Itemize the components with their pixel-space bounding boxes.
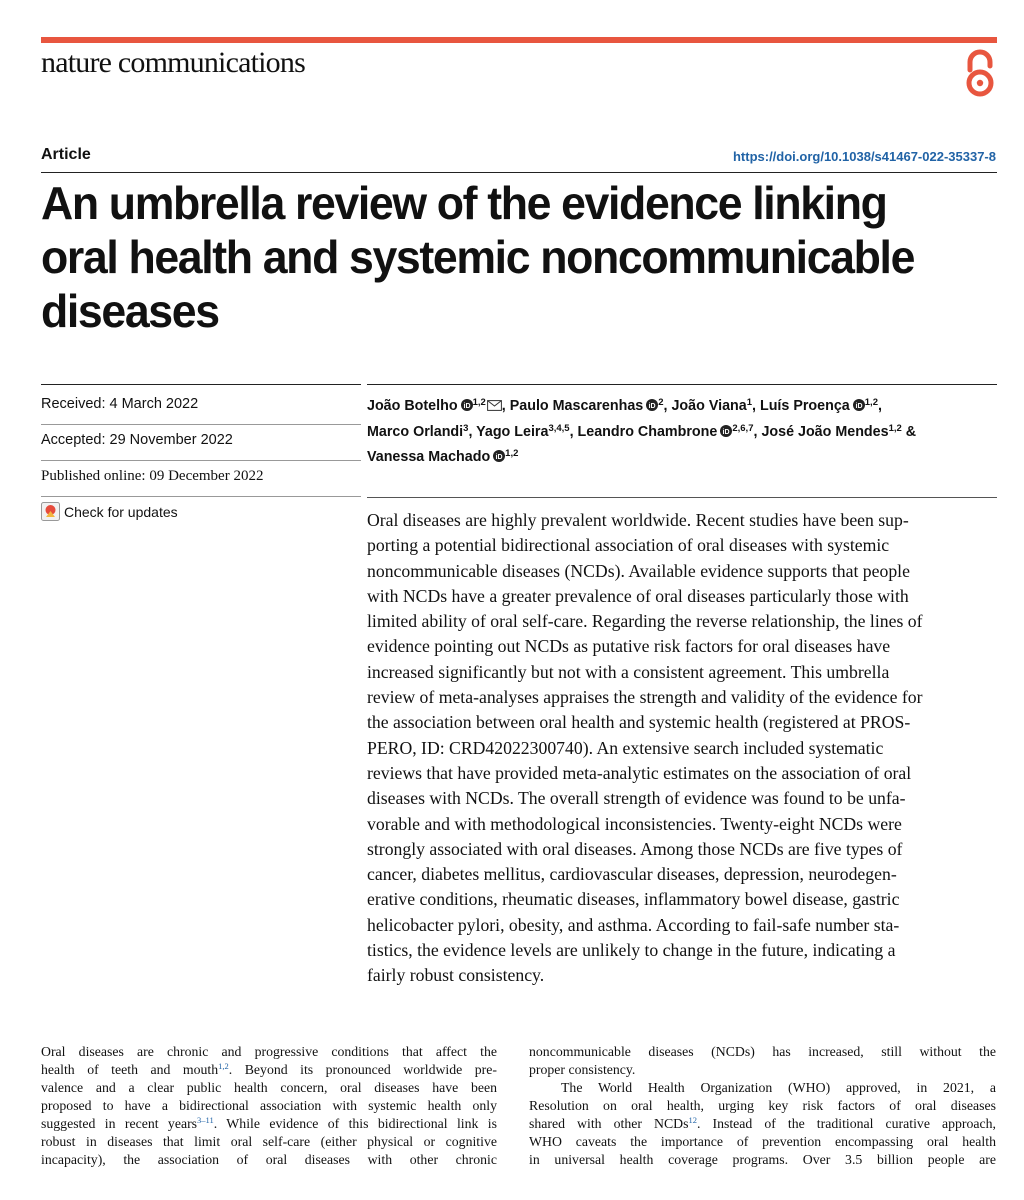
- abstract-line: with NCDs have a greater prevalence of oral diseases particularly those with: [367, 585, 909, 606]
- check-for-updates-label: Check for updates: [64, 503, 178, 520]
- article-type-label: Article: [41, 146, 91, 163]
- authors-divider: [367, 384, 997, 385]
- affiliation-sup: 1,2: [888, 422, 902, 434]
- abstract-divider: [367, 497, 997, 498]
- abstract-line: porting a potential bidirectional association of oral diseases with systemic: [367, 535, 890, 556]
- author-name: Vanessa Machado: [367, 449, 491, 465]
- title-line: diseases: [41, 285, 219, 337]
- body-line: robust in diseases that limit oral self-care (either physical or cognitive: [41, 1134, 497, 1149]
- header-divider: [41, 172, 997, 173]
- body-line: Oral diseases are chronic and progressive conditions that affect the: [41, 1044, 497, 1059]
- author[interactable]: [671, 398, 752, 414]
- author[interactable]: [510, 398, 664, 414]
- author[interactable]: [367, 424, 468, 440]
- svg-text:iD: iD: [495, 454, 503, 461]
- affiliation-sup: 2: [658, 397, 664, 408]
- body-text: . While evidence of this bidirectional link is: [213, 1116, 497, 1131]
- abstract-line: diseases with NCDs. The overall strength of evidence was found to be unfa-: [367, 788, 906, 809]
- published-date: Published online: 09 December 2022: [41, 468, 264, 484]
- body-column-right: [529, 1043, 996, 1169]
- mail-icon[interactable]: [487, 400, 502, 411]
- abstract-line: PERO, ID: CRD42022300740). An extensive search included systematic: [367, 737, 884, 758]
- abstract-line: cancer, diabetes mellitus, cardiovascular diseases, depression, neurodegen-: [367, 864, 897, 885]
- affiliation-sup: 2,6,7: [732, 422, 754, 434]
- citation-link[interactable]: 3–11: [197, 1115, 214, 1125]
- affiliation-sup: 1,2: [864, 397, 878, 408]
- author-name: João Viana: [671, 398, 747, 414]
- abstract-line: tistics, the evidence levels are unlikely to change in the future, indicating a: [367, 940, 896, 961]
- accepted-date: Accepted: 29 November 2022: [41, 432, 233, 448]
- received-date: Received: 4 March 2022: [41, 396, 199, 412]
- affiliation-sup: 1: [746, 397, 753, 408]
- body-text: . Beyond its pronounced worldwide pre-: [228, 1062, 497, 1077]
- abstract-line: fairly robust consistency.: [367, 965, 545, 986]
- author[interactable]: [578, 424, 754, 440]
- body-text: health of teeth and mouth: [41, 1062, 219, 1077]
- abstract-line: Oral diseases are highly prevalent worldwide. Recent studies have been sup-: [367, 510, 909, 530]
- body-line: Resolution on oral health, urging key risk factors of oral diseases: [529, 1098, 996, 1113]
- body-line: incapacity), the association of oral diseases with other chronic: [41, 1152, 497, 1167]
- journal-accent-bar: [41, 37, 997, 43]
- body-column-left: [41, 1043, 497, 1169]
- body-line: noncommunicable diseases (NCDs) has increased, still without the: [529, 1044, 996, 1059]
- orcid-icon[interactable]: [853, 399, 865, 411]
- abstract-line: limited ability of oral self-care. Regarding the reverse relationship, the lines of: [367, 611, 923, 632]
- check-for-updates-icon: [41, 502, 60, 521]
- orcid-icon[interactable]: [720, 425, 732, 437]
- affiliation-sup: 3: [463, 422, 469, 434]
- abstract-line: the association between oral health and systemic health (registered at PROS-: [367, 712, 911, 733]
- author-name: Marco Orlandi: [367, 423, 464, 440]
- abstract-line: helicobacter pylori, obesity, and asthma. According to fail-safe number sta-: [367, 914, 900, 935]
- affiliation-sup: 3,4,5: [548, 422, 570, 434]
- abstract-line: evidence pointing out NCDs as putative risk factors for oral diseases have: [367, 636, 891, 657]
- body-line: [41, 1061, 497, 1079]
- title-line: An umbrella review of the evidence linking: [41, 177, 887, 229]
- abstract-line: noncommunicable diseases (NCDs). Available evidence supports that people: [367, 560, 910, 581]
- body-text: suggested in recent years: [41, 1116, 198, 1131]
- abstract-line: reviews that have provided meta-analytic estimates on the association of oral: [367, 762, 912, 783]
- orcid-icon[interactable]: [646, 399, 658, 411]
- meta-separator: [41, 496, 361, 497]
- author-name: Luís Proença: [759, 398, 850, 414]
- abstract-line: erative conditions, rheumatic diseases, inflammatory bowel disease, gastric: [367, 889, 900, 910]
- citation-link[interactable]: 12: [688, 1115, 697, 1125]
- dates-divider: [41, 384, 361, 385]
- author-name: Yago Leira: [476, 423, 549, 440]
- check-for-updates-button[interactable]: [41, 502, 178, 521]
- body-line: valence and a clear public health concern, oral diseases have been: [41, 1080, 497, 1095]
- body-line: The World Health Organization (WHO) approved, in 2021, a: [561, 1080, 996, 1095]
- svg-text:iD: iD: [648, 403, 656, 410]
- body-text: shared with other NCDs: [529, 1116, 689, 1131]
- body-line: WHO caveats the importance of prevention encompassing oral health: [529, 1134, 996, 1149]
- author-name: João Botelho: [367, 398, 458, 414]
- author[interactable]: [367, 398, 502, 414]
- article-title: [41, 176, 987, 338]
- doi-link[interactable]: https://doi.org/10.1038/s41467-022-35337-8: [732, 149, 996, 164]
- author-line: João Botelho iD $^{1,2}$ , Paulo Mascarenhas iD $^2$, João Viana$^1$, Luís Proença iD $^{1,2}$,: [367, 397, 882, 414]
- meta-separator: [41, 424, 361, 425]
- abstract-line: increased significantly but not with a consistent agreement. This umbrella: [367, 661, 890, 682]
- affiliation-sup: 1,2: [505, 448, 519, 459]
- author[interactable]: [476, 424, 569, 440]
- journal-name[interactable]: nature communications: [41, 46, 305, 79]
- abstract-line: vorable and with methodological inconsistencies. Twenty-eight NCDs were: [367, 813, 902, 834]
- body-line: proper consistency.: [529, 1062, 636, 1077]
- citation-link[interactable]: 1,2: [218, 1061, 229, 1071]
- orcid-icon[interactable]: [493, 450, 505, 462]
- body-line: proposed to have a bidirectional association with systemic health only: [41, 1098, 497, 1113]
- meta-separator: [41, 460, 361, 461]
- affiliation-sup: 1,2: [472, 397, 486, 408]
- orcid-icon[interactable]: [461, 399, 473, 411]
- svg-text:iD: iD: [855, 403, 863, 410]
- abstract-line: strongly associated with oral diseases. Among those NCDs are five types of: [367, 838, 903, 859]
- author-name: Paulo Mascarenhas: [509, 398, 644, 414]
- body-line: in universal health coverage programs. Over 3.5 billion people are: [529, 1152, 996, 1167]
- author-line: [367, 443, 1002, 469]
- author-line: Marco Orlandi$^3$, Yago Leira$^{3,4,5}$, Leandro Chambrone iD $^{2,6,7}$, José João Mendes$^{1,2}$ &: [367, 422, 917, 440]
- author[interactable]: [367, 449, 518, 465]
- body-text: . Instead of the traditional curative approach,: [697, 1116, 996, 1131]
- title-line: oral health and systemic noncommunicable: [41, 231, 915, 283]
- body-line: [41, 1115, 497, 1133]
- author-name: José João Mendes: [761, 423, 889, 440]
- author-list: [367, 392, 1002, 469]
- svg-text:iD: iD: [463, 403, 471, 410]
- body-line: [529, 1115, 996, 1133]
- abstract-line: review of meta-analyses appraises the strength and validity of the evidence for: [367, 687, 923, 708]
- open-access-icon: [960, 48, 1000, 98]
- author[interactable]: [760, 398, 878, 414]
- author[interactable]: [761, 424, 901, 440]
- svg-text:iD: iD: [722, 428, 730, 436]
- abstract: [367, 508, 999, 989]
- author-name: Leandro Chambrone: [577, 423, 718, 440]
